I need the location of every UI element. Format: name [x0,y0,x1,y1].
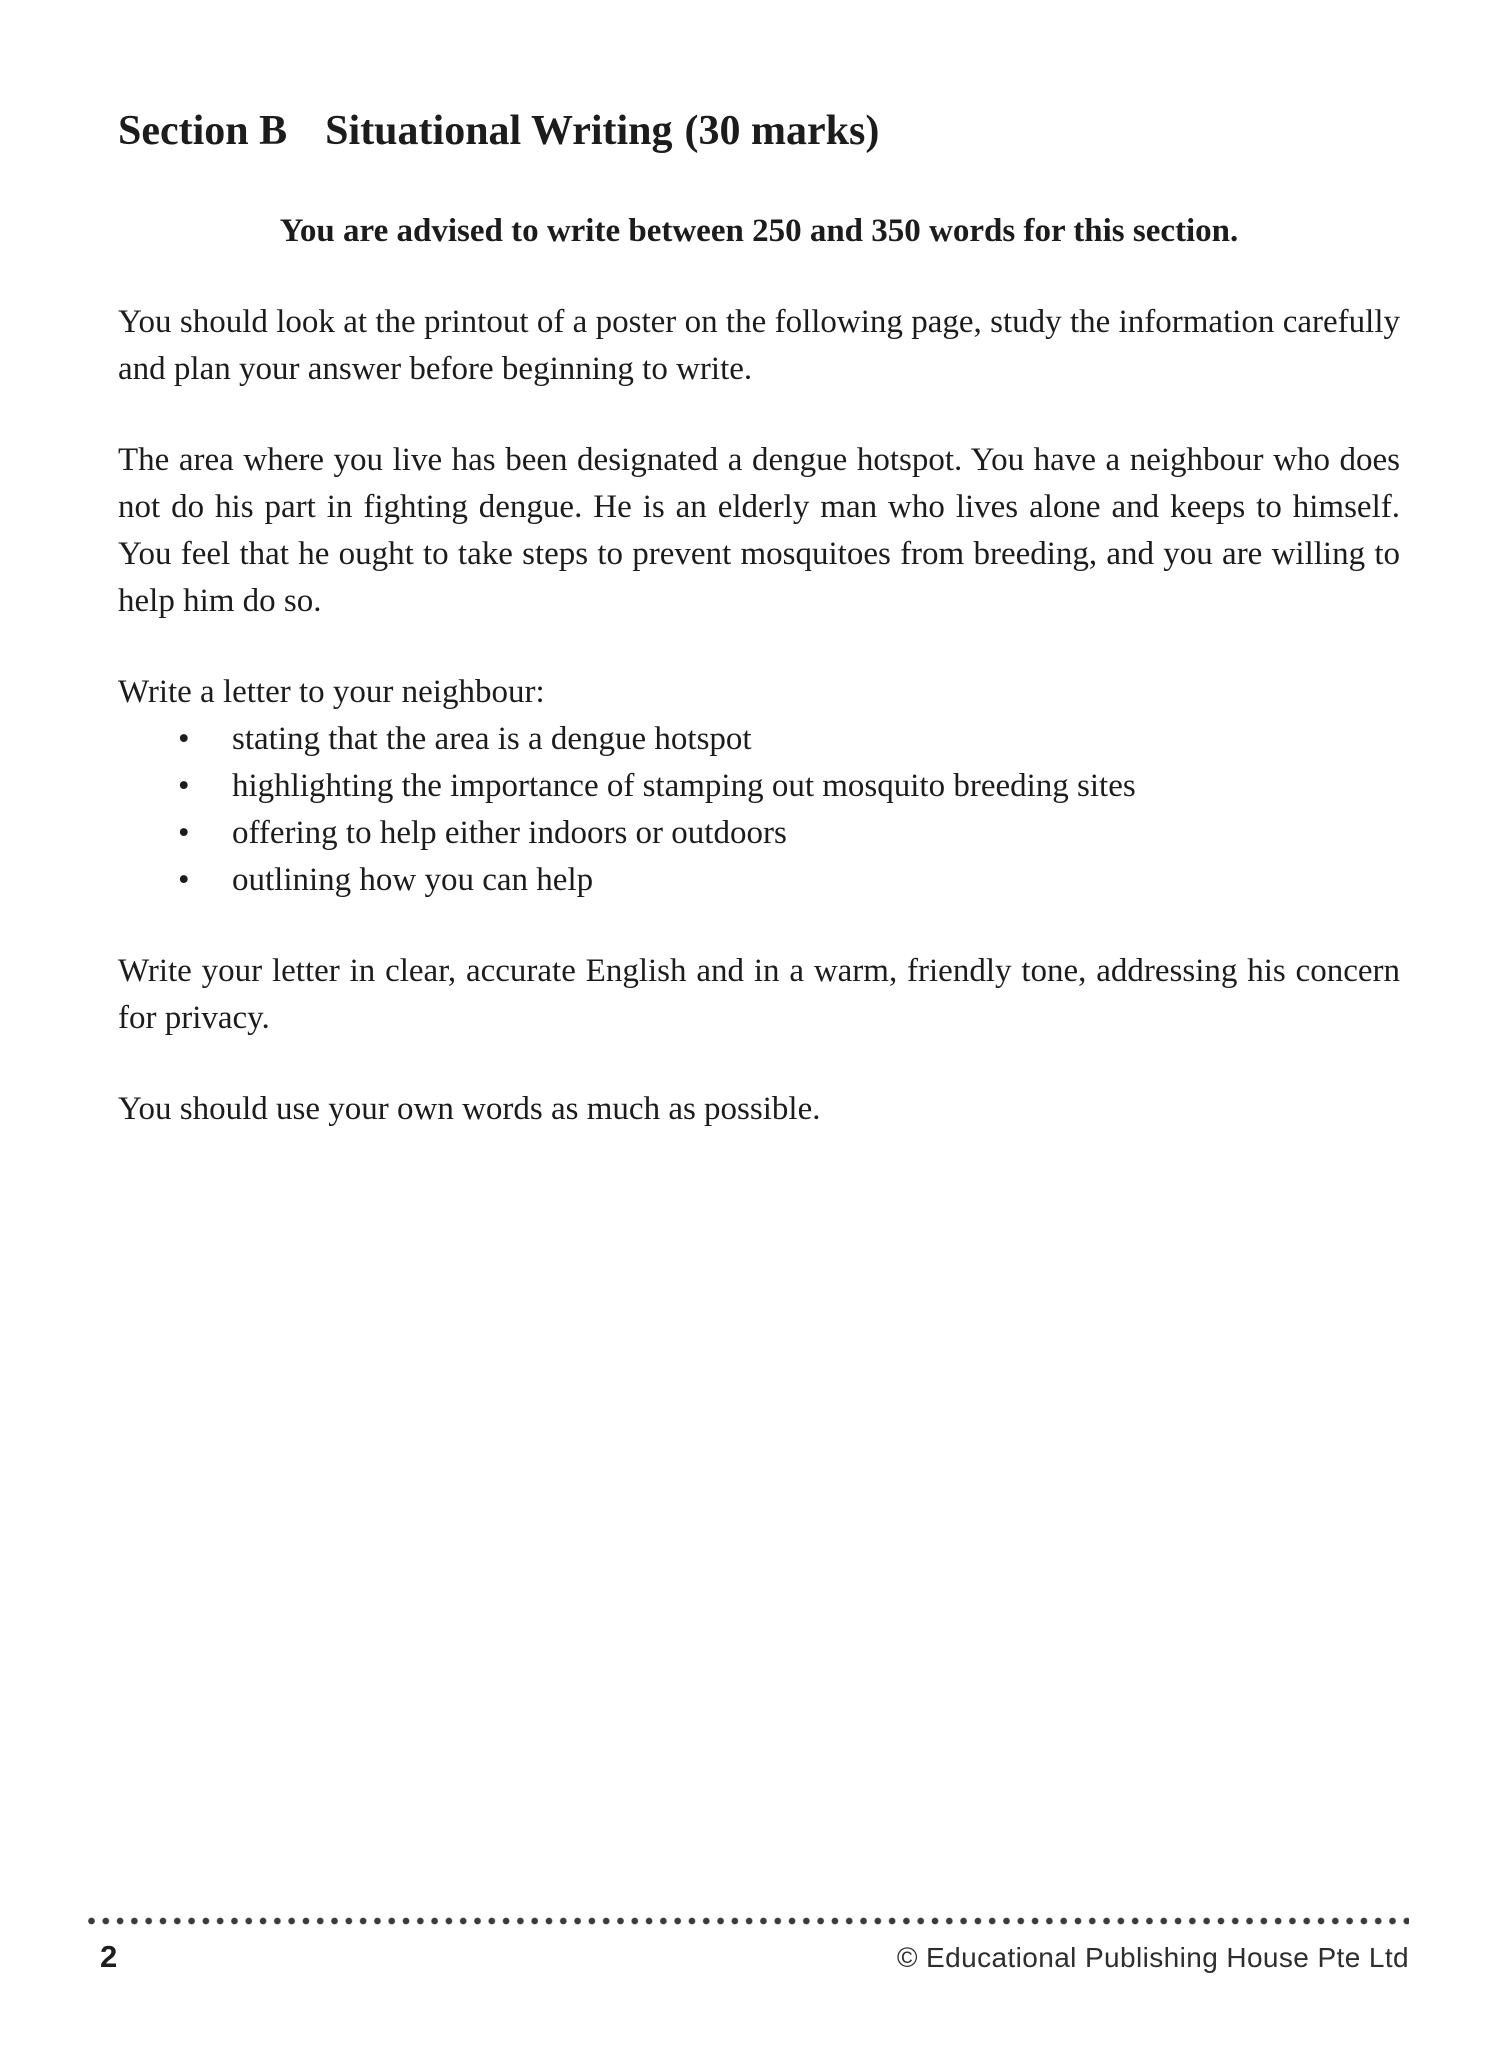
copyright-notice: © Educational Publishing House Pte Ltd [896,1942,1409,1973]
bullet-text: offering to help either indoors or outdoors [232,815,787,851]
dotted-divider [88,1917,1409,1925]
bullet-icon: • [178,721,190,757]
section-label: Section B [118,108,288,154]
task-bullet-list [118,716,1400,904]
section-title: Situational Writing [325,108,673,154]
bullet-icon: • [178,768,190,804]
bullet-icon: • [178,862,190,898]
bullet-text: outlining how you can help [232,862,594,898]
page-number: 2 [100,1939,118,1974]
task-intro-line: Write a letter to your neighbour: [118,674,545,710]
section-marks: (30 marks) [684,108,880,154]
word-count-advisory: You are advised to write between 250 and 350 words for this section. [279,213,1239,249]
bullet-icon: • [178,815,190,851]
section-header [118,106,1400,156]
footer-row [88,1939,1409,1975]
closing-paragraph: Write your letter in clear, accurate English and in a warm, friendly tone, addressing his concern for privacy. [118,953,1400,1036]
bullet-item [118,763,1400,810]
bullet-item [118,716,1400,763]
bullet-text: highlighting the importance of stamping out mosquito breeding sites [232,768,1136,804]
bullet-item [118,810,1400,857]
bullet-text: stating that the area is a dengue hotspot [232,721,752,757]
intro-paragraph: You should look at the printout of a poster on the following page, study the information carefully and plan your answer before beginning to write. [118,304,1400,387]
bullet-item [118,857,1400,904]
final-note: You should use your own words as much as possible. [118,1091,821,1127]
page-footer [88,1917,1409,1975]
scenario-paragraph: The area where you live has been designated a dengue hotspot. You have a neighbour who does not do his part in fighting dengue. He is an elderly man who lives alone and keeps to himself. You feel that he ought to take steps to prevent mosquitoes from breeding, and you are willing to help him do so. [118,442,1400,619]
